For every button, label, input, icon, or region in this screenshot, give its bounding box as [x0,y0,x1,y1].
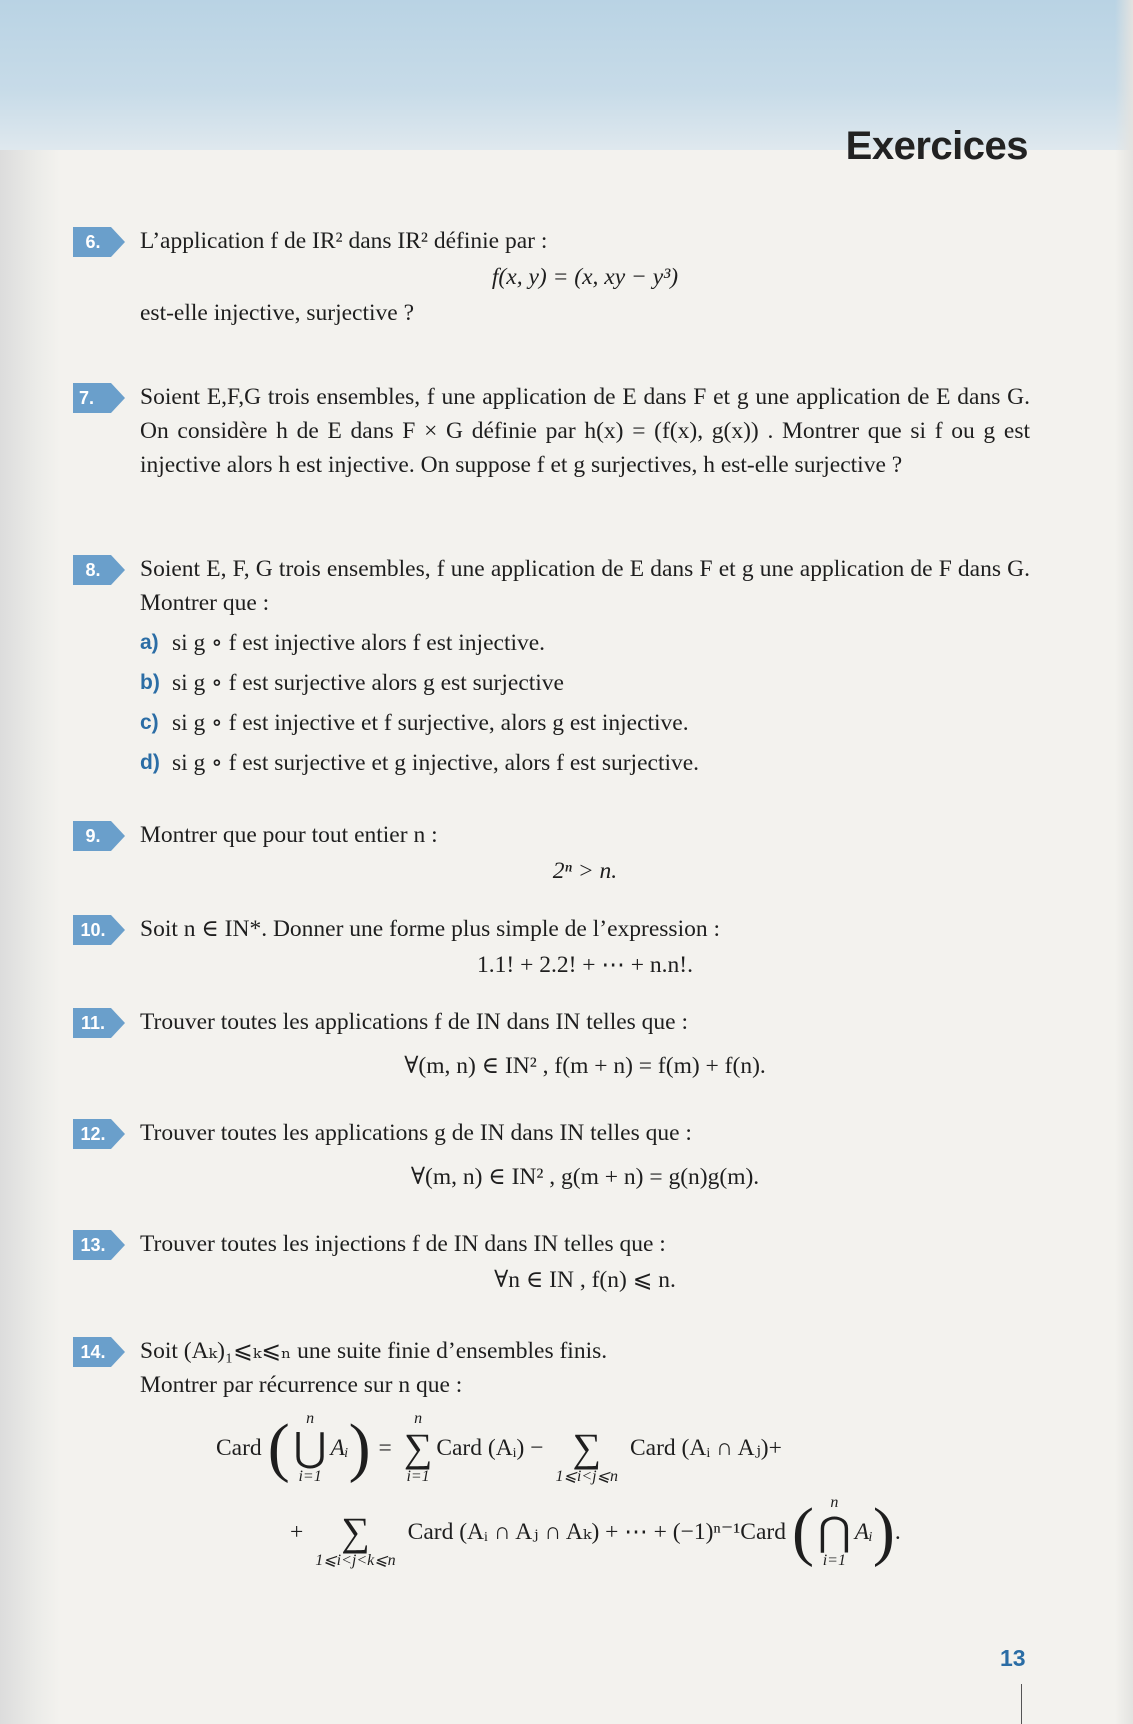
exercise-number-badge: 13. [73,1230,125,1260]
formula-row-2: + ∑ 1⩽i<j<k⩽n Card (Aᵢ ∩ Aⱼ ∩ Aₖ) + ⋯ + (−1)ⁿ⁻¹Card ( n ⋂ i=1 Aᵢ ) . [290,1494,901,1569]
exercise-7 [79,380,1030,482]
exercise-number-badge: 9. [73,821,125,851]
exercise-intro: L’application f de IR² dans IR² définie par : [140,228,548,254]
exercise-13 [80,1227,1030,1299]
list-item: d) si g ∘ f est surjective et g injective, alors f est surjective. [140,750,700,776]
exercise-question: est-elle injective, surjective ? [140,300,415,326]
exercise-number-badge: 12. [73,1119,125,1149]
exercise-formula: 1.1! + 2.2! + ⋯ + n.n!. [477,952,693,978]
exercise-line-2: Montrer par récurrence sur n que : [140,1372,463,1398]
sum-operator: ∑ 1⩽i<j<k⩽n [315,1509,396,1569]
exercise-10 [80,912,1030,984]
exercise-formula: f(x, y) = (x, xy − y³) [491,264,679,290]
sum-operator: ∑ 1⩽i<j⩽n [555,1425,618,1485]
exercise-14 [80,1334,1030,1570]
exercise-text: Soit n ∈ IN*. Donner une forme plus simple de l’expression : [140,916,720,942]
exercise-formula: ∀n ∈ IN , f(n) ⩽ n. [494,1267,676,1293]
exercise-text: Trouver toutes les injections f de IN dans IN telles que : [140,1231,666,1257]
exercise-number-badge: 10. [73,915,125,945]
exercise-text: Trouver toutes les applications g de IN dans IN telles que : [140,1120,692,1146]
exercise-text: Trouver toutes les applications f de IN dans IN telles que : [140,1009,689,1035]
exercise-12 [80,1116,1030,1196]
exercise-formula: ∀(m, n) ∈ IN² , g(m + n) = g(n)g(m). [410,1164,760,1190]
sum-operator: n ∑ i=1 [403,1410,433,1485]
union-operator: n ⋃ i=1 [293,1410,327,1485]
exercise-formula: 2ⁿ > n. [552,858,618,884]
formula-row-1: Card ( n ⋃ i=1 Aᵢ ) = n ∑ i=1 Card (Aᵢ) − ∑ 1⩽i<j⩽n Card (Aᵢ ∩ Aⱼ)+ [216,1410,782,1485]
section-title: Exercices [845,124,1028,168]
exercise-formula: ∀(m, n) ∈ IN² , f(m + n) = f(m) + f(n). [404,1053,766,1079]
page-edge-shade [1115,0,1133,1724]
exercise-11 [80,1005,1030,1085]
list-item: b) si g ∘ f est surjective alors g est surjective [140,670,564,696]
exercise-9 [85,818,1030,890]
exercise-8 [85,552,1030,780]
intersection-operator: n ⋂ i=1 [817,1494,851,1569]
exercise-text: Soient E, F, G trois ensembles, f une application de E dans F et g une application de F dans G. Montrer que : [140,556,1030,616]
list-item: a) si g ∘ f est injective alors f est injective. [140,630,546,656]
exercise-number-badge: 14. [73,1337,125,1367]
exercise-number-badge: 6. [73,227,125,257]
exercise-number-badge: 11. [73,1008,125,1038]
exercise-number-badge: 7. [73,383,125,413]
exercise-text: Soient E,F,G trois ensembles, f une application de E dans F et g une application de E dans G. On considère h de E dans F × G définie par h(x) = (f(x), g(x)) . Montrer que si f ou g est injective alors h est injective. On suppose f et g surjectives, h est-elle surjective ? [140,384,1030,478]
page-rule [1021,1684,1022,1724]
exercise-text: Montrer que pour tout entier n : [140,822,438,848]
page-gutter-shade [0,150,60,1724]
exercise-6 [85,224,1030,330]
page-number: 13 [1000,1645,1026,1671]
list-item: c) si g ∘ f est injective et f surjective, alors g est injective. [140,710,689,736]
exercise-number-badge: 8. [73,555,125,585]
exercise-line-1: Soit (Aₖ)₁⩽ₖ⩽ₙ une suite finie d’ensembles finis. [140,1338,608,1364]
